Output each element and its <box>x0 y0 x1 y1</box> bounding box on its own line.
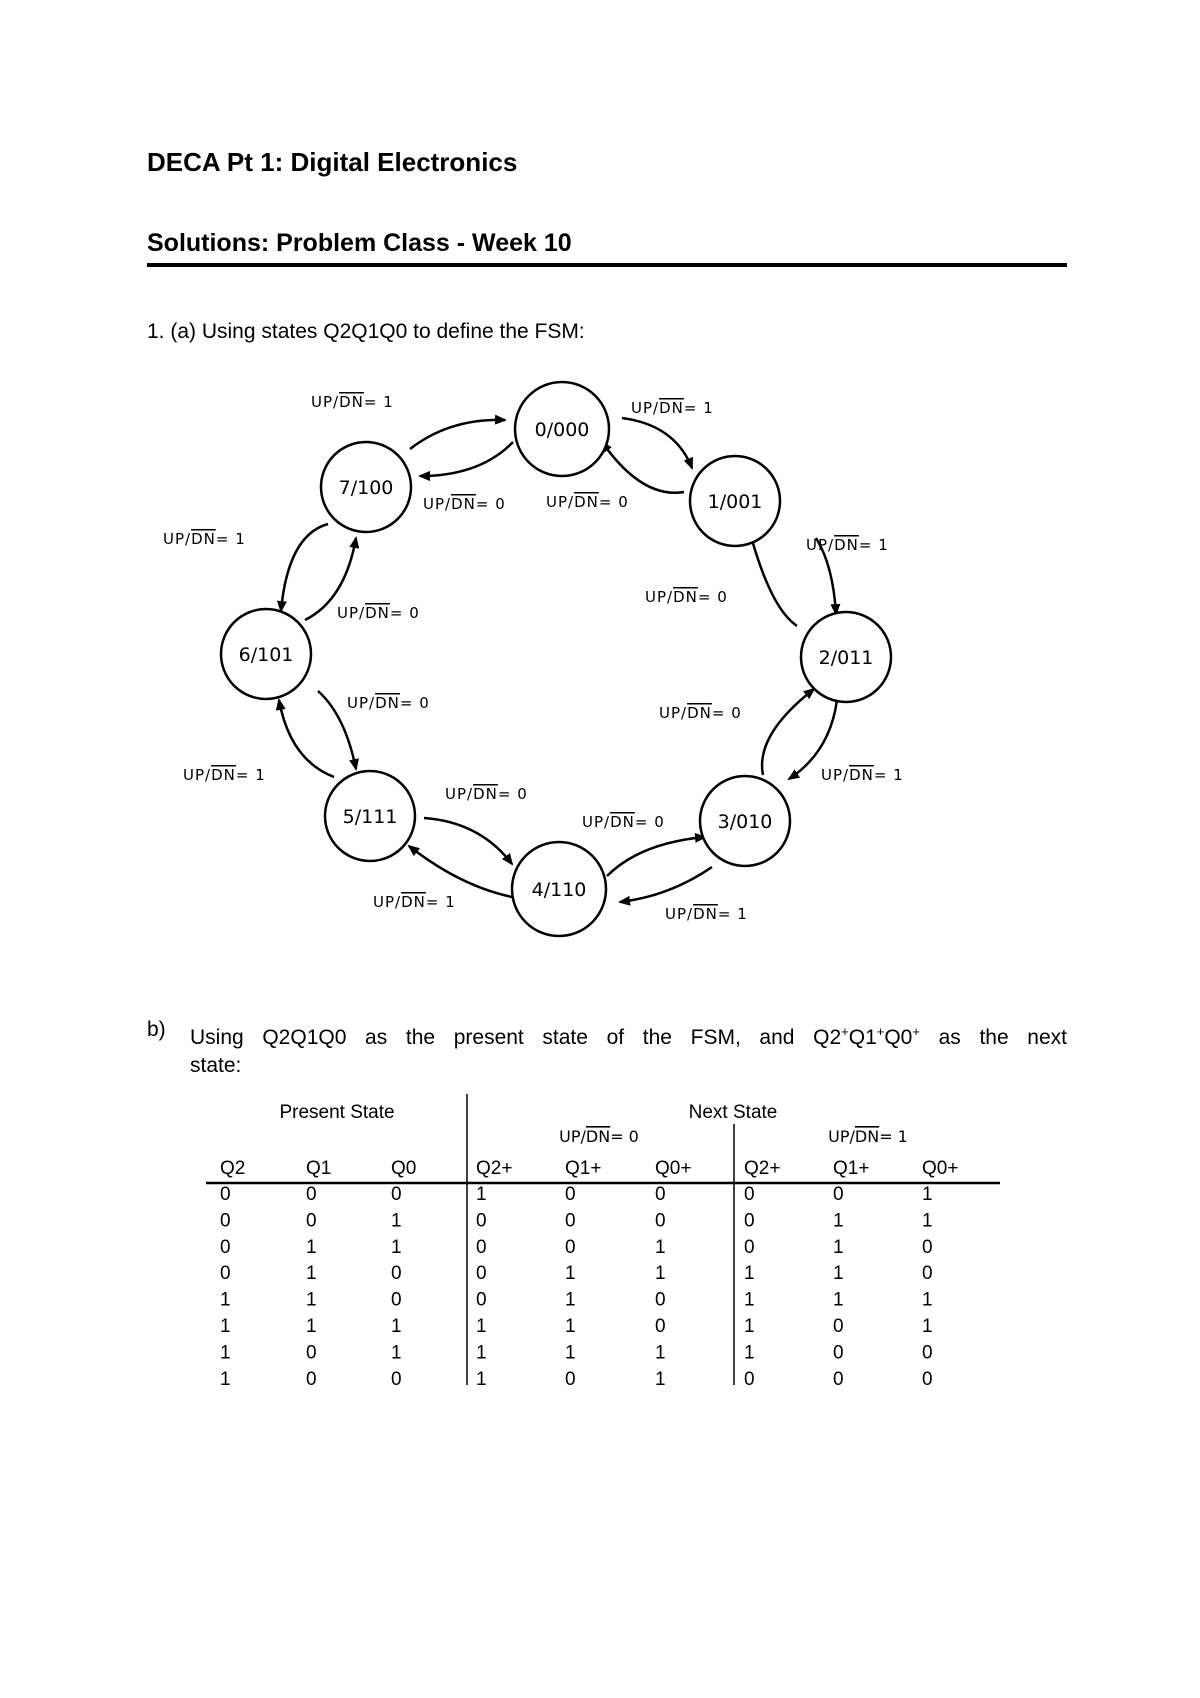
input-group-up-dn-0: UP/DN= 0 <box>559 1127 639 1146</box>
table-cell: 1 <box>306 1316 317 1337</box>
table-cell: 0 <box>306 1210 317 1232</box>
state-label: 0/000 <box>534 419 590 441</box>
arrow-1-to-0 <box>602 442 684 493</box>
table-cell: 0 <box>833 1368 844 1390</box>
table-row <box>220 1263 933 1284</box>
table-cell: 0 <box>833 1342 844 1364</box>
table-cell: 1 <box>655 1342 666 1364</box>
transition-label: UP/DN= 1 <box>806 536 889 554</box>
arrow-0-to-7 <box>420 442 513 476</box>
column-header: Q2 <box>220 1158 246 1179</box>
table-cell: 0 <box>744 1236 755 1258</box>
question-a-text: 1. (a) Using states Q2Q1Q0 to define the FSM: <box>147 320 585 343</box>
state-label: 3/010 <box>717 811 773 833</box>
transition-label: UP/DN= 1 <box>183 766 266 784</box>
table-row <box>220 1369 933 1390</box>
table-cell: 0 <box>391 1368 402 1390</box>
document-subtitle: Solutions: Problem Class - Week 10 <box>147 229 572 257</box>
table-row <box>220 1237 933 1258</box>
state-node <box>515 382 609 476</box>
transition-label: UP/DN= 0 <box>423 495 506 513</box>
table-cell: 0 <box>306 1342 317 1364</box>
table-cell: 0 <box>476 1289 487 1311</box>
state-label: 7/100 <box>338 477 394 499</box>
state-label: 1/001 <box>707 491 763 513</box>
next-state-header: Next State <box>688 1102 778 1123</box>
table-cell: 0 <box>220 1210 231 1232</box>
table-cell: 0 <box>306 1368 317 1390</box>
transition-label: UP/DN= 1 <box>631 399 714 417</box>
table-cell: 1 <box>565 1316 576 1337</box>
column-header: Q2+ <box>476 1158 513 1179</box>
state-node <box>221 609 311 699</box>
table-cell: 1 <box>391 1316 402 1337</box>
table-cell: 1 <box>922 1184 933 1205</box>
table-cell: 0 <box>655 1210 666 1232</box>
table-cell: 1 <box>565 1289 576 1311</box>
table-cell: 0 <box>391 1289 402 1311</box>
question-b-line-1: Using Q2Q1Q0 as the present state of the FSM, and Q2+Q1+Q0+ as the next <box>190 1024 1067 1049</box>
question-b-text <box>190 1018 1067 1080</box>
input-group-up-dn-1: UP/DN= 1 <box>828 1127 908 1146</box>
arrow-5-to-4 <box>424 818 512 864</box>
column-header: Q2+ <box>744 1158 781 1179</box>
table-cell: 0 <box>744 1184 755 1205</box>
table-cell: 0 <box>220 1263 231 1285</box>
table-cell: 1 <box>391 1236 402 1258</box>
table-cell: 1 <box>565 1263 576 1285</box>
table-cell: 0 <box>220 1236 231 1258</box>
table-cell: 1 <box>220 1368 231 1390</box>
table-cell: 1 <box>922 1289 933 1311</box>
table-row <box>220 1184 933 1205</box>
table-cell: 1 <box>744 1263 755 1285</box>
table-cell: 0 <box>391 1184 402 1205</box>
table-cell: 1 <box>220 1342 231 1364</box>
column-header: Q0+ <box>655 1158 692 1179</box>
arrow-3-to-2 <box>762 689 814 775</box>
transition-label: UP/DN= 1 <box>665 905 748 923</box>
table-cell: 0 <box>655 1184 666 1205</box>
transition-label: UP/DN= 0 <box>337 604 420 622</box>
table-cell: 0 <box>306 1184 317 1205</box>
table-cell: 0 <box>655 1316 666 1337</box>
column-headers <box>220 1158 958 1179</box>
table-cell: 0 <box>833 1316 844 1337</box>
table-cell: 1 <box>306 1289 317 1311</box>
arrow-4-to-3 <box>607 837 705 876</box>
table-cell: 1 <box>565 1342 576 1364</box>
table-cell: 1 <box>306 1236 317 1258</box>
table-row <box>220 1342 933 1363</box>
transition-label: UP/DN= 0 <box>645 588 728 606</box>
arrow-4-to-5 <box>409 846 512 897</box>
table-cell: 0 <box>922 1263 933 1285</box>
transition-label: UP/DN= 1 <box>311 393 394 411</box>
table-cell: 1 <box>833 1289 844 1311</box>
table-cell: 0 <box>833 1184 844 1205</box>
column-header: Q1 <box>306 1158 332 1179</box>
table-cell: 0 <box>922 1342 933 1364</box>
transition-label: UP/DN= 1 <box>373 893 456 911</box>
table-cell: 0 <box>476 1210 487 1232</box>
column-header: Q1+ <box>565 1158 602 1179</box>
table-cell: 0 <box>220 1184 231 1205</box>
table-cell: 1 <box>391 1342 402 1364</box>
table-row <box>220 1316 933 1337</box>
arrow-7-to-6 <box>281 524 328 611</box>
state-node <box>690 456 780 546</box>
table-cell: 0 <box>655 1289 666 1311</box>
table-cell: 1 <box>833 1210 844 1232</box>
present-state-header: Present State <box>279 1102 395 1123</box>
table-cell: 1 <box>655 1263 666 1285</box>
table-cell: 1 <box>744 1289 755 1311</box>
table-rows <box>220 1184 933 1390</box>
arrow-5-to-6 <box>279 700 334 777</box>
transition-label: UP/DN= 0 <box>659 704 742 722</box>
transition-label: UP/DN= 1 <box>163 530 246 548</box>
transition-label: UP/DN= 0 <box>582 813 665 831</box>
table-cell: 1 <box>744 1316 755 1337</box>
arrow-7-to-0 <box>410 420 505 449</box>
table-cell: 0 <box>565 1236 576 1258</box>
arrow-3-to-4 <box>620 867 712 902</box>
table-row <box>220 1290 933 1311</box>
column-header: Q1+ <box>833 1158 870 1179</box>
state-label: 4/110 <box>531 879 587 901</box>
table-cell: 1 <box>833 1263 844 1285</box>
table-cell: 1 <box>306 1263 317 1285</box>
table-cell: 1 <box>922 1316 933 1337</box>
table-cell: 0 <box>565 1368 576 1390</box>
table-cell: 0 <box>565 1184 576 1205</box>
table-cell: 1 <box>220 1316 231 1337</box>
transition-label: UP/DN= 0 <box>546 493 629 511</box>
state-node <box>325 771 415 861</box>
transition-label: UP/DN= 0 <box>445 785 528 803</box>
table-cell: 0 <box>476 1263 487 1285</box>
table-cell: 1 <box>220 1289 231 1311</box>
table-cell: 1 <box>476 1342 487 1364</box>
table-cell: 0 <box>565 1210 576 1232</box>
table-cell: 1 <box>476 1368 487 1390</box>
table-cell: 1 <box>476 1184 487 1205</box>
state-label: 6/101 <box>238 644 294 666</box>
table-cell: 1 <box>391 1210 402 1232</box>
arrow-0-to-1 <box>622 418 692 468</box>
state-label: 5/111 <box>342 806 398 828</box>
table-cell: 0 <box>476 1236 487 1258</box>
table-cell: 1 <box>833 1236 844 1258</box>
state-node <box>321 442 411 532</box>
state-node <box>512 842 606 936</box>
table-cell: 0 <box>744 1210 755 1232</box>
column-header: Q0+ <box>922 1158 959 1179</box>
state-node <box>801 612 891 702</box>
table-cell: 1 <box>655 1368 666 1390</box>
table-cell: 1 <box>922 1210 933 1232</box>
state-label: 2/011 <box>818 647 874 669</box>
table-cell: 0 <box>922 1236 933 1258</box>
state-node <box>700 776 790 866</box>
table-cell: 1 <box>655 1236 666 1258</box>
question-b-label: b) <box>147 1018 166 1041</box>
transition-label: UP/DN= 0 <box>347 694 430 712</box>
table-cell: 1 <box>476 1316 487 1337</box>
table-row <box>220 1210 933 1231</box>
table-cell: 0 <box>391 1263 402 1285</box>
transition-label: UP/DN= 1 <box>821 766 904 784</box>
document-title: DECA Pt 1: Digital Electronics <box>147 147 518 177</box>
column-header: Q0 <box>391 1158 417 1179</box>
table-cell: 1 <box>744 1342 755 1364</box>
table-cell: 0 <box>922 1368 933 1390</box>
question-b-line-2: state: <box>190 1054 242 1077</box>
arrow-2-to-1 <box>749 529 797 626</box>
table-cell: 0 <box>744 1368 755 1390</box>
